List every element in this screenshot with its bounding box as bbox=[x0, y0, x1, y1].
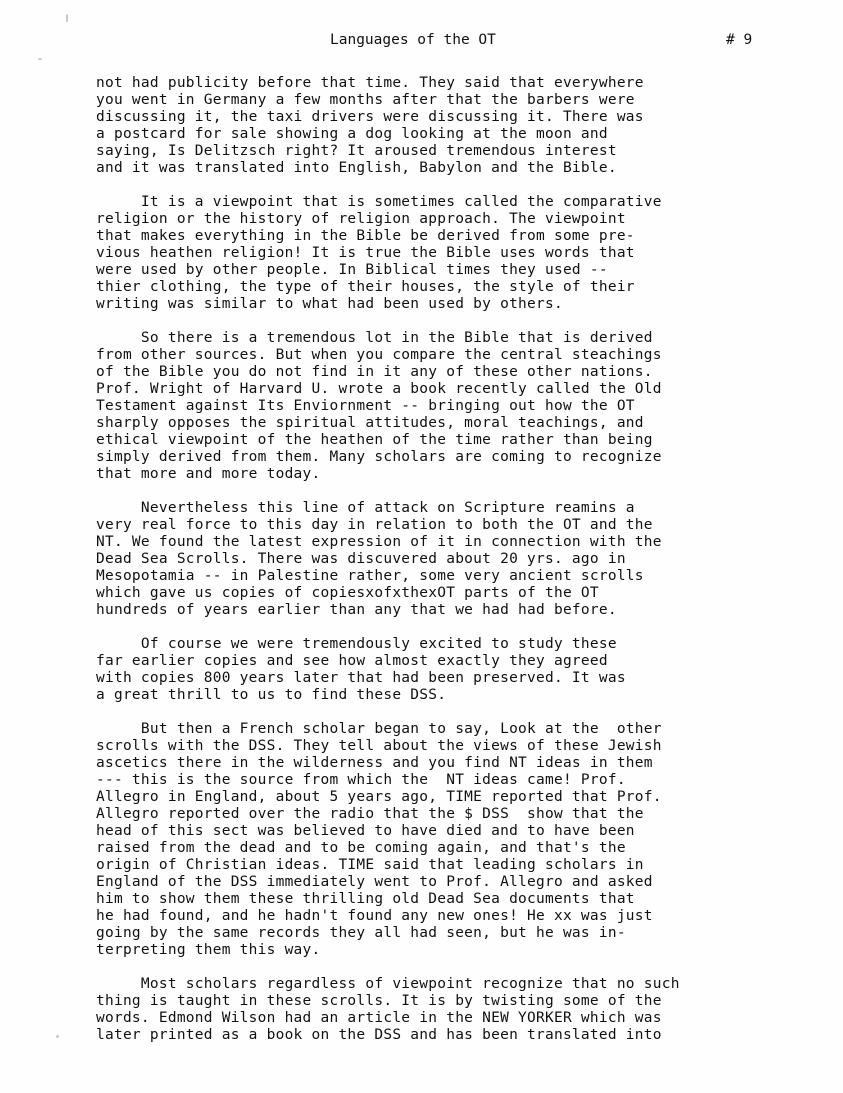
text-line: that makes everything in the Bible be derived from some pre- bbox=[96, 228, 635, 244]
text-line: discussing it, the taxi drivers were discussing it. There was bbox=[96, 109, 644, 125]
text-line: words. Edmond Wilson had an article in the NEW YORKER which was bbox=[96, 1010, 662, 1026]
text-line: which gave us copies of copiesxofxthexOT parts of the OT bbox=[96, 585, 599, 601]
text-line: Nevertheless this line of attack on Scripture reamins a bbox=[96, 500, 635, 516]
text-line: Allegro in England, about 5 years ago, TIME reported that Prof. bbox=[96, 789, 662, 805]
text-line: So there is a tremendous lot in the Bible that is derived bbox=[96, 330, 653, 346]
text-line: ascetics there in the wilderness and you find NT ideas in them bbox=[96, 755, 653, 771]
text-line: Most scholars regardless of viewpoint recognize that no such bbox=[96, 976, 680, 992]
text-line: writing was similar to what had been used by others. bbox=[96, 296, 563, 312]
text-line: him to show them these thrilling old Dead Sea documents that bbox=[96, 891, 635, 907]
body-text bbox=[96, 75, 776, 1061]
text-line: thier clothing, the type of their houses, the style of their bbox=[96, 279, 635, 295]
scan-speck bbox=[38, 58, 42, 60]
text-line: Dead Sea Scrolls. There was discuvered about 20 yrs. ago in bbox=[96, 551, 626, 567]
text-line: simply derived from them. Many scholars are coming to recognize bbox=[96, 449, 662, 465]
text-line: But then a French scholar began to say, Look at the other bbox=[96, 721, 662, 737]
text-line: and it was translated into English, Babylon and the Bible. bbox=[96, 160, 617, 176]
paragraph-7 bbox=[96, 976, 776, 1044]
text-line: with copies 800 years later that had been preserved. It was bbox=[96, 670, 626, 686]
text-line: far earlier copies and see how almost exactly they agreed bbox=[96, 653, 608, 669]
page-header-title: Languages of the OT bbox=[330, 32, 496, 48]
paragraph-6 bbox=[96, 721, 776, 959]
text-line: thing is taught in these scrolls. It is by twisting some of the bbox=[96, 993, 662, 1009]
text-line: sharply opposes the spiritual attitudes, moral teachings, and bbox=[96, 415, 644, 431]
text-line: very real force to this day in relation to both the OT and the bbox=[96, 517, 653, 533]
text-line: terpreting them this way. bbox=[96, 942, 321, 958]
page-number: # 9 bbox=[726, 32, 753, 48]
text-line: you went in Germany a few months after that the barbers were bbox=[96, 92, 635, 108]
text-line: Mesopotamia -- in Palestine rather, some very ancient scrolls bbox=[96, 568, 644, 584]
text-line: --- this is the source from which the NT ideas came! Prof. bbox=[96, 772, 626, 788]
scan-speck bbox=[66, 14, 68, 22]
text-line: that more and more today. bbox=[96, 466, 321, 482]
text-line: hundreds of years earlier than any that we had had before. bbox=[96, 602, 617, 618]
text-line: from other sources. But when you compare the central steachings bbox=[96, 347, 662, 363]
text-line: ethical viewpoint of the heathen of the time rather than being bbox=[96, 432, 653, 448]
text-line: England of the DSS immediately went to Prof. Allegro and asked bbox=[96, 874, 653, 890]
text-line: Prof. Wright of Harvard U. wrote a book recently called the Old bbox=[96, 381, 662, 397]
text-line: a postcard for sale showing a dog looking at the moon and bbox=[96, 126, 608, 142]
text-line: of the Bible you do not find in it any of these other nations. bbox=[96, 364, 653, 380]
text-line: Of course we were tremendously excited to study these bbox=[96, 636, 617, 652]
text-line: religion or the history of religion approach. The viewpoint bbox=[96, 211, 626, 227]
paragraph-1 bbox=[96, 75, 776, 177]
text-line: head of this sect was believed to have died and to have been bbox=[96, 823, 635, 839]
text-line: NT. We found the latest expression of it in connection with the bbox=[96, 534, 662, 550]
text-line: saying, Is Delitzsch right? It aroused tremendous interest bbox=[96, 143, 617, 159]
text-line: he had found, and he hadn't found any new ones! He xx was just bbox=[96, 908, 653, 924]
text-line: Allegro reported over the radio that the $ DSS show that the bbox=[96, 806, 644, 822]
text-line: a great thrill to us to find these DSS. bbox=[96, 687, 447, 703]
paragraph-4 bbox=[96, 500, 776, 619]
text-line: were used by other people. In Biblical times they used -- bbox=[96, 262, 608, 278]
text-line: going by the same records they all had seen, but he was in- bbox=[96, 925, 626, 941]
text-line: It is a viewpoint that is sometimes called the comparative bbox=[96, 194, 662, 210]
text-line: origin of Christian ideas. TIME said that leading scholars in bbox=[96, 857, 644, 873]
scan-speck bbox=[56, 1035, 59, 1038]
text-line: Testament against Its Enviornment -- bringing out how the OT bbox=[96, 398, 635, 414]
paragraph-2 bbox=[96, 194, 776, 313]
text-line: later printed as a book on the DSS and has been translated into bbox=[96, 1027, 662, 1043]
paragraph-3 bbox=[96, 330, 776, 483]
text-line: vious heathen religion! It is true the Bible uses words that bbox=[96, 245, 635, 261]
text-line: raised from the dead and to be coming again, and that's the bbox=[96, 840, 626, 856]
text-line: scrolls with the DSS. They tell about the views of these Jewish bbox=[96, 738, 662, 754]
text-line: not had publicity before that time. They said that everywhere bbox=[96, 75, 644, 91]
paragraph-5 bbox=[96, 636, 776, 704]
